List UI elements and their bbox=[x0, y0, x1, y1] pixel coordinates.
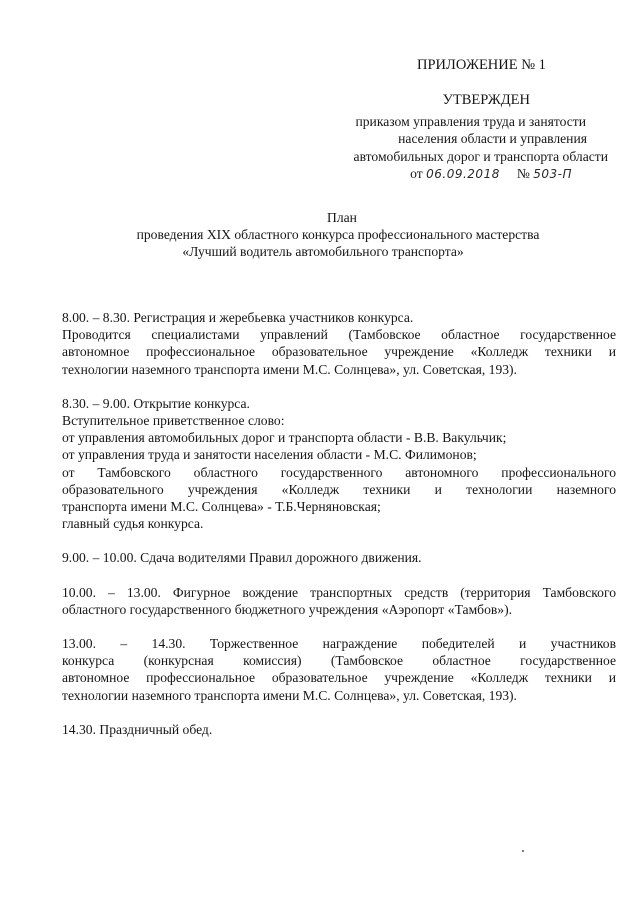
handwritten-date: 06.09.2018 bbox=[426, 167, 500, 181]
schedule-line: 9.00. – 10.00. Сдача водителями Правил дорожного движения. bbox=[62, 550, 422, 566]
contest-name: «Лучший водитель автомобильного транспорта» bbox=[182, 244, 464, 259]
schedule-line: областного государственного бюджетного учреждения «Аэропорт «Тамбов»). bbox=[62, 601, 513, 617]
schedule-line: конкурса (конкурсная комиссия) (Тамбовское областное государственное bbox=[62, 653, 616, 669]
schedule-line: 13.00. – 14.30. Торжественное награждение победителей и участников bbox=[62, 636, 616, 652]
date-prefix: от bbox=[410, 166, 423, 181]
schedule-line: Проводится специалистами управлений (Тамбовское областное государственное bbox=[62, 327, 616, 343]
appendix-label: ПРИЛОЖЕНИЕ № 1 bbox=[417, 57, 546, 73]
schedule-item-lunch bbox=[62, 721, 616, 738]
schedule-line: автономное профессиональное образовательное учреждение «Колледж техники и bbox=[62, 670, 616, 686]
schedule-item-traffic-rules bbox=[62, 549, 616, 566]
schedule bbox=[62, 309, 616, 755]
scan-speck bbox=[522, 850, 524, 852]
schedule-item-driving bbox=[62, 584, 616, 618]
order-date-number bbox=[300, 165, 612, 184]
schedule-line: Вступительное приветственное слово: bbox=[62, 413, 285, 429]
schedule-line: 14.30. Праздничный обед. bbox=[62, 721, 213, 737]
schedule-line: 10.00. – 13.00. Фигурное вождение транспортных средств (территория Тамбовского bbox=[62, 584, 616, 600]
handwritten-number: 503-П bbox=[533, 167, 572, 181]
plan-subtitle: проведения XIX областного конкурса профессионального мастерства bbox=[136, 227, 540, 242]
schedule-item-registration bbox=[62, 309, 616, 378]
order-line-1: приказом управления труда и занятости bbox=[355, 113, 586, 129]
approved-heading: УТВЕРЖДЕН bbox=[442, 92, 530, 108]
schedule-line: от управления труда и занятости населения области - М.С. Филимонов; bbox=[62, 447, 477, 463]
schedule-line: 8.00. – 8.30. Регистрация и жеребьевка участников конкурса. bbox=[62, 310, 414, 325]
order-line-3: автомобильных дорог и транспорта области bbox=[353, 148, 608, 164]
schedule-line: транспорта имени М.С. Солнцева» - Т.Б.Черняновская; bbox=[62, 499, 381, 515]
schedule-line: от управления автомобильных дорог и транспорта области - В.В. Вакульчик; bbox=[62, 430, 507, 446]
number-prefix: № bbox=[516, 166, 530, 181]
order-line-2: населения области и управления bbox=[398, 131, 587, 146]
schedule-line: технологии наземного транспорта имени М.С. Солнцева», ул. Советская, 193). bbox=[62, 687, 517, 703]
schedule-line: от Тамбовского областного государственного автономного профессионального bbox=[62, 464, 616, 480]
plan-title: План bbox=[327, 210, 357, 225]
approval-block bbox=[300, 92, 612, 184]
schedule-item-opening bbox=[62, 395, 616, 533]
schedule-line: 8.30. – 9.00. Открытие конкурса. bbox=[62, 395, 250, 411]
schedule-line: технологии наземного транспорта имени М.С. Солнцева», ул. Советская, 193). bbox=[62, 361, 517, 377]
schedule-line: автономное профессиональное образовательное учреждение «Колледж техники и bbox=[62, 344, 616, 360]
plan-title-block bbox=[60, 209, 616, 260]
schedule-line: главный судья конкурса. bbox=[62, 516, 204, 532]
schedule-line: образовательного учреждения «Колледж техники и технологии наземного bbox=[62, 481, 616, 497]
schedule-item-awards bbox=[62, 635, 616, 704]
